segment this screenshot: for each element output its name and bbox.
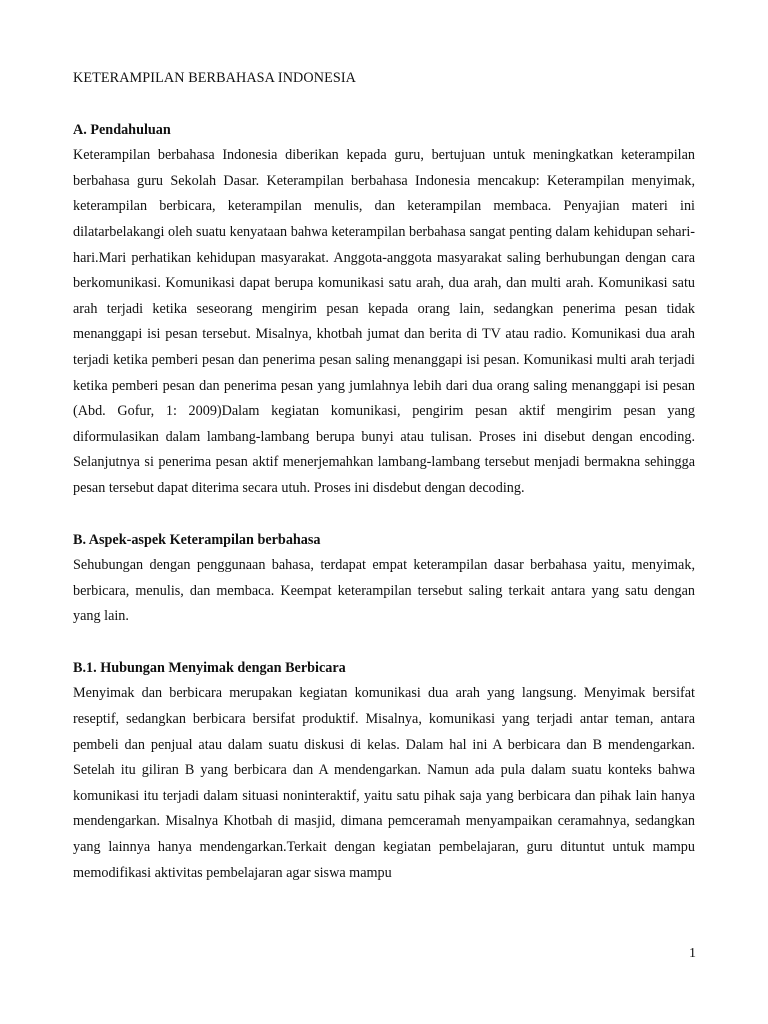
page-number: 1 [689, 946, 696, 961]
section-heading-menyimak-berbicara: B.1. Hubungan Menyimak dengan Berbicara [73, 659, 346, 676]
section-paragraph-menyimak-berbicara: Menyimak dan berbicara merupakan kegiatan komunikasi dua arah yang langsung. Menyimak bersifat reseptif, sedangkan berbicara bersifat produktif. Misalnya, komunikasi yang terjadi antar teman, antara pembeli dan penjual atau dalam suatu diskusi di kelas. Dalam hal ini A berbicara dan B mendengarkan. Setelah itu giliran B yang berbicara dan A mendengarkan. Namun ada pula dalam suatu konteks bahwa komunikasi itu terjadi dalam situasi noninteraktif, yaitu satu pihak saja yang berbicara dan pihak lain hanya mendengarkan. Misalnya Khotbah di masjid, dimana pemceramah menyampaikan ceramahnya, sedangkan yang lainnya hanya mendengarkan.Terkait dengan kegiatan pembelajaran, guru dituntut untuk mampu memodifikasi aktivitas pembelajaran agar siswa mampu [73, 685, 695, 881]
document-body [73, 66, 695, 886]
section-heading-pendahuluan: A. Pendahuluan [73, 121, 171, 138]
section-heading-aspek: B. Aspek-aspek Keterampilan berbahasa [73, 531, 321, 548]
spacer [73, 92, 695, 118]
spacer [73, 502, 695, 528]
spacer [73, 630, 695, 656]
section-paragraph-aspek: Sehubungan dengan penggunaan bahasa, terdapat empat keterampilan dasar berbahasa yaitu, menyimak, berbicara, menulis, dan membaca. Keempat keterampilan tersebut saling terkait antara yang satu dengan yang lain. [73, 557, 695, 625]
document-title: KETERAMPILAN BERBAHASA INDONESIA [73, 70, 357, 86]
section-paragraph-pendahuluan: Keterampilan berbahasa Indonesia diberikan kepada guru, bertujuan untuk meningkatkan keterampilan berbahasa guru Sekolah Dasar. Keterampilan berbahasa Indonesia mencakup: Keterampilan menyimak, keterampilan berbicara, keterampilan menulis, dan keterampilan membaca. Penyajian materi ini dilatarbelakangi oleh suatu kenyataan bahwa keterampilan berbahasa sangat penting dalam kehidupan sehari-hari.Mari perhatikan kehidupan masyarakat. Anggota-anggota masyarakat saling berhubungan dengan cara berkomunikasi. Komunikasi dapat berupa komunikasi satu arah, dua arah, dan multi arah. Komunikasi satu arah terjadi ketika seseorang mengirim pesan kepada orang lain, sedangkan penerima pesan tidak menanggapi isi pesan tersebut. Misalnya, khotbah jumat dan berita di TV atau radio. Komunikasi dua arah terjadi ketika pemberi pesan dan penerima pesan saling menanggapi isi pesan. Komunikasi multi arah terjadi ketika pemberi pesan dan penerima pesan yang jumlahnya lebih dari dua orang saling menanggapi isi pesan (Abd. Gofur, 1: 2009)Dalam kegiatan komunikasi, pengirim pesan aktif mengirim pesan yang diformulasikan dalam lambang-lambang berupa bunyi atau tulisan. Proses ini disebut dengan encoding. Selanjutnya si penerima pesan aktif menerjemahkan lambang-lambang tersebut menjadi bermakna sehingga pesan tersebut dapat diterima secara utuh. Proses ini disdebut dengan decoding. [73, 147, 695, 496]
